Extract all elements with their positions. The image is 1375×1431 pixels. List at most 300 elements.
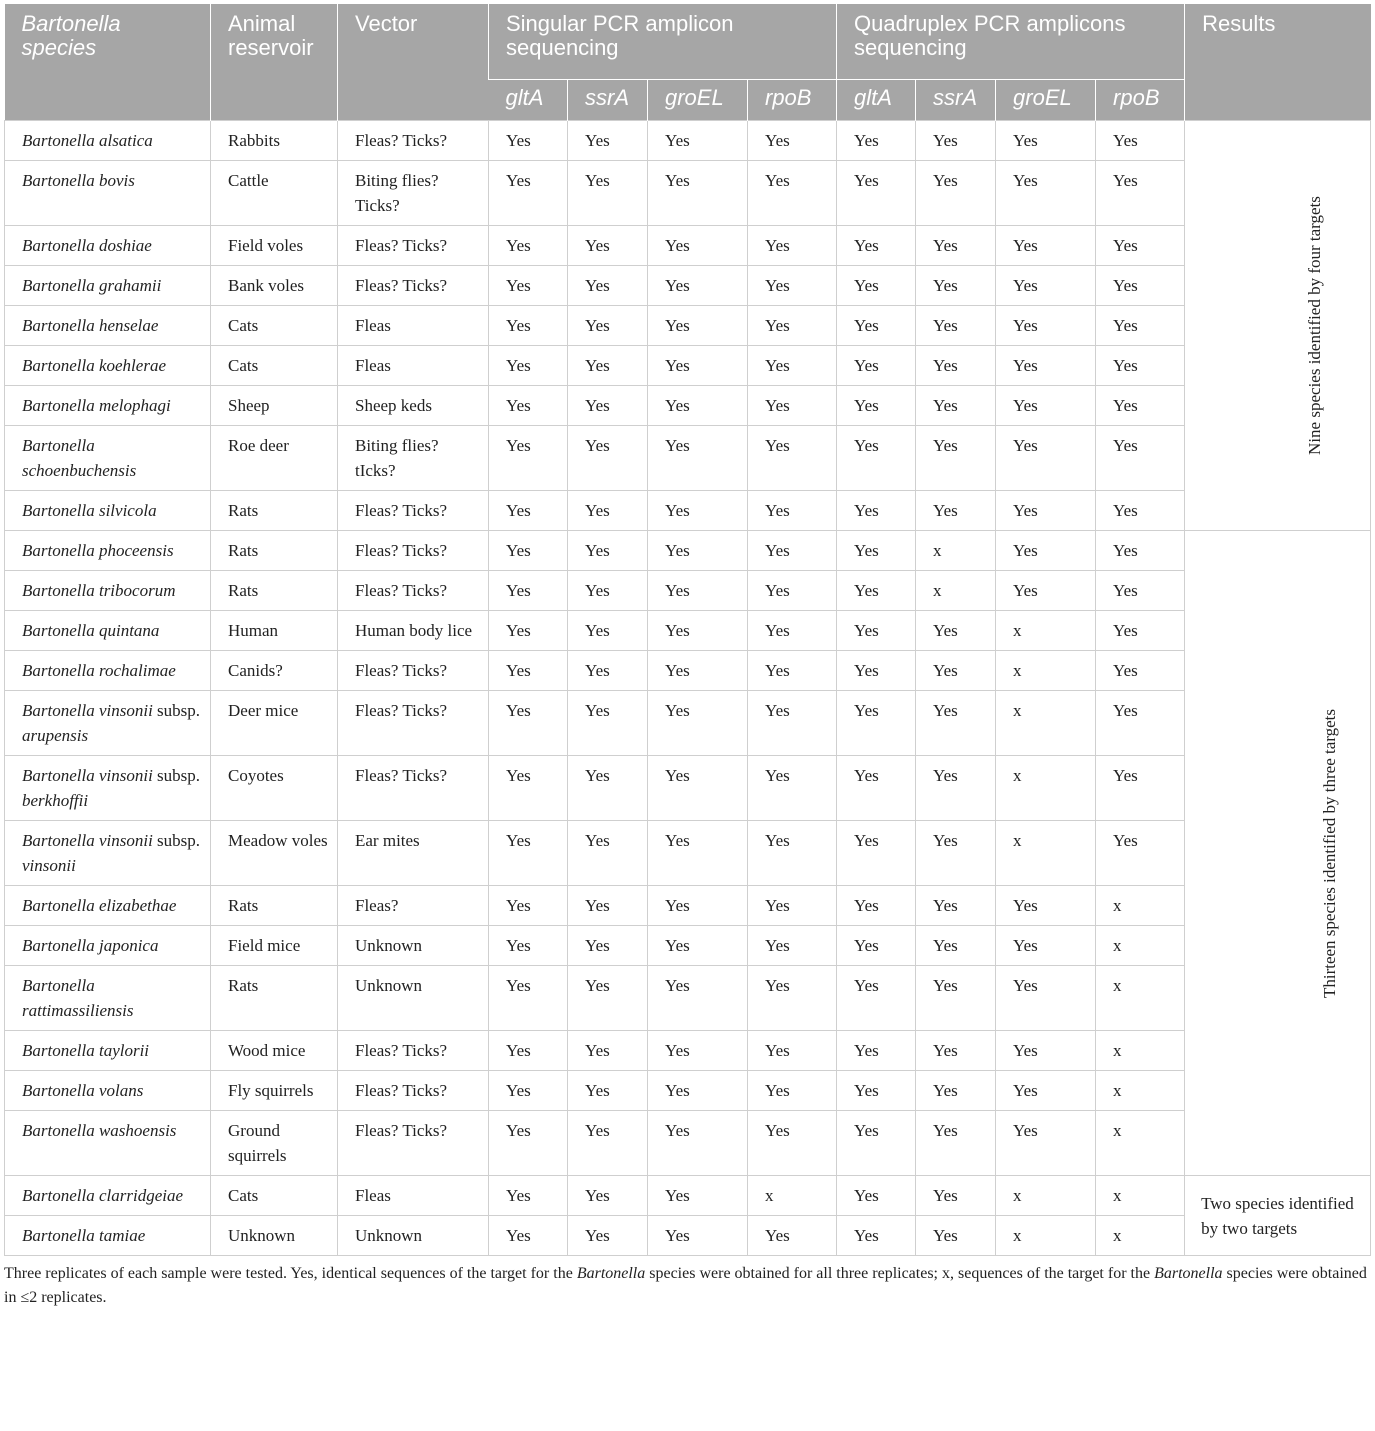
result-value-cell: Yes [916, 691, 996, 756]
reservoir-cell: Unknown [211, 1216, 338, 1256]
reservoir-cell: Canids? [211, 651, 338, 691]
result-value-cell: Yes [568, 571, 648, 611]
result-value-cell: Yes [648, 346, 748, 386]
result-value-cell: Yes [748, 926, 837, 966]
reservoir-cell: Roe deer [211, 426, 338, 491]
table-row [5, 226, 1371, 266]
table-row [5, 571, 1371, 611]
header-quadruplex-pcr: Quadruplex PCR amplicons sequencing [837, 4, 1185, 80]
species-name: Bartonella vinsonii [22, 831, 153, 850]
reservoir-cell: Rats [211, 491, 338, 531]
result-value-cell: Yes [1096, 491, 1185, 531]
result-value-cell: Yes [748, 1216, 837, 1256]
result-value-cell: Yes [916, 821, 996, 886]
vector-cell: Fleas? Ticks? [338, 531, 489, 571]
species-name: Bartonella koehlerae [22, 356, 166, 375]
reservoir-cell: Coyotes [211, 756, 338, 821]
table-row [5, 691, 1371, 756]
species-cell [5, 756, 211, 821]
species-name: Bartonella bovis [22, 171, 135, 190]
result-value-cell: x [916, 571, 996, 611]
result-value-cell: Yes [568, 1031, 648, 1071]
result-value-cell: Yes [648, 531, 748, 571]
result-value-cell: Yes [489, 651, 568, 691]
result-value-cell: Yes [916, 1176, 996, 1216]
result-value-cell: Yes [489, 266, 568, 306]
result-value-cell: Yes [837, 926, 916, 966]
result-value-cell: Yes [648, 1176, 748, 1216]
result-value-cell: Yes [648, 226, 748, 266]
result-value-cell: Yes [837, 691, 916, 756]
result-value-cell: Yes [996, 886, 1096, 926]
table-row [5, 1031, 1371, 1071]
result-value-cell: Yes [1096, 651, 1185, 691]
result-value-cell: Yes [648, 821, 748, 886]
result-value-cell: Yes [996, 1031, 1096, 1071]
reservoir-cell: Deer mice [211, 691, 338, 756]
result-value-cell: Yes [837, 226, 916, 266]
footnote-text: species were obtained in ≤2 replicates. [4, 1265, 1367, 1306]
species-name: Bartonella tamiae [22, 1226, 146, 1245]
species-name: Bartonella vinsonii [22, 701, 153, 720]
species-name: Bartonella washoensis [22, 1121, 177, 1140]
vector-cell: Fleas? Ticks? [338, 756, 489, 821]
result-value-cell: x [1096, 1176, 1185, 1216]
header-vector: Vector [338, 4, 489, 121]
result-value-cell: Yes [648, 926, 748, 966]
result-value-cell: Yes [996, 1111, 1096, 1176]
species-name: Bartonella taylorii [22, 1041, 150, 1060]
result-value-cell: Yes [916, 426, 996, 491]
result-value-cell: Yes [748, 1071, 837, 1111]
species-name: Bartonella melophagi [22, 396, 171, 415]
vector-cell: Fleas? Ticks? [338, 1071, 489, 1111]
vector-cell: Human body lice [338, 611, 489, 651]
species-name: Bartonella clarridgeiae [22, 1186, 184, 1205]
reservoir-cell: Cats [211, 306, 338, 346]
result-value-cell: Yes [837, 886, 916, 926]
result-value-cell: Yes [916, 161, 996, 226]
result-value-cell: Yes [916, 756, 996, 821]
result-value-cell: Yes [489, 161, 568, 226]
result-value-cell: Yes [1096, 306, 1185, 346]
result-value-cell: Yes [648, 691, 748, 756]
species-table [4, 4, 1371, 1256]
result-value-cell: Yes [748, 651, 837, 691]
result-value-cell: Yes [996, 346, 1096, 386]
result-value-cell: Yes [489, 491, 568, 531]
result-value-cell: Yes [748, 161, 837, 226]
result-value-cell: Yes [837, 386, 916, 426]
result-value-cell: Yes [568, 926, 648, 966]
result-value-cell: Yes [648, 491, 748, 531]
result-value-cell: Yes [568, 966, 648, 1031]
result-value-cell: Yes [996, 531, 1096, 571]
result-value-cell: Yes [837, 821, 916, 886]
species-name: Bartonella tribocorum [22, 581, 176, 600]
table-row [5, 306, 1371, 346]
result-value-cell: Yes [489, 756, 568, 821]
result-value-cell: Yes [648, 426, 748, 491]
species-name: Bartonella quintana [22, 621, 160, 640]
result-value-cell: Yes [489, 386, 568, 426]
result-value-cell: Yes [916, 1071, 996, 1111]
reservoir-cell: Rats [211, 531, 338, 571]
table-row [5, 266, 1371, 306]
subsp-label: subsp. [157, 766, 201, 785]
result-value-cell: x [996, 821, 1096, 886]
result-value-cell: Yes [837, 966, 916, 1031]
result-value-cell: Yes [996, 121, 1096, 161]
result-value-cell: Yes [648, 886, 748, 926]
result-value-cell: Yes [837, 1111, 916, 1176]
result-value-cell: Yes [748, 821, 837, 886]
results-group-label: Thirteen species identified by three targets [1320, 708, 1340, 998]
subspecies-name: berkhoffii [22, 791, 89, 810]
result-value-cell: Yes [568, 756, 648, 821]
result-value-cell: Yes [837, 161, 916, 226]
table-row [5, 531, 1371, 571]
result-value-cell: Yes [568, 1176, 648, 1216]
vector-cell: Fleas? Ticks? [338, 121, 489, 161]
vector-cell: Fleas [338, 1176, 489, 1216]
result-value-cell: Yes [996, 571, 1096, 611]
result-value-cell: Yes [996, 386, 1096, 426]
species-cell [5, 306, 211, 346]
result-value-cell: Yes [648, 1216, 748, 1256]
result-value-cell: Yes [748, 226, 837, 266]
result-value-cell: x [1096, 1031, 1185, 1071]
result-value-cell: Yes [489, 306, 568, 346]
result-value-cell: Yes [916, 886, 996, 926]
result-value-cell: Yes [748, 611, 837, 651]
vector-cell: Fleas [338, 306, 489, 346]
result-value-cell: Yes [748, 691, 837, 756]
result-value-cell: Yes [489, 926, 568, 966]
result-value-cell: Yes [748, 886, 837, 926]
result-value-cell: Yes [568, 1216, 648, 1256]
species-cell [5, 1216, 211, 1256]
result-value-cell: Yes [748, 426, 837, 491]
footnote-genus: Bartonella [1154, 1265, 1223, 1282]
result-value-cell: Yes [996, 491, 1096, 531]
table-footnote [4, 1262, 1370, 1310]
result-value-cell: Yes [1096, 346, 1185, 386]
result-value-cell: Yes [748, 571, 837, 611]
result-value-cell: Yes [568, 691, 648, 756]
result-value-cell: Yes [1096, 691, 1185, 756]
result-value-cell: Yes [916, 386, 996, 426]
results-group-cell [1185, 121, 1371, 531]
species-cell [5, 651, 211, 691]
reservoir-cell: Rats [211, 886, 338, 926]
subsp-label: subsp. [157, 701, 201, 720]
species-cell [5, 426, 211, 491]
species-cell [5, 1071, 211, 1111]
vector-cell: Sheep keds [338, 386, 489, 426]
result-value-cell: Yes [837, 1176, 916, 1216]
reservoir-cell: Field voles [211, 226, 338, 266]
result-value-cell: Yes [489, 821, 568, 886]
result-value-cell: Yes [916, 611, 996, 651]
reservoir-cell: Cattle [211, 161, 338, 226]
result-value-cell: Yes [568, 266, 648, 306]
reservoir-cell: Wood mice [211, 1031, 338, 1071]
header-target: groEL [996, 80, 1096, 121]
result-value-cell: Yes [568, 886, 648, 926]
result-value-cell: Yes [837, 426, 916, 491]
result-value-cell: Yes [837, 266, 916, 306]
result-value-cell: Yes [748, 386, 837, 426]
reservoir-cell: Bank voles [211, 266, 338, 306]
result-value-cell: x [996, 611, 1096, 651]
reservoir-cell: Rabbits [211, 121, 338, 161]
table-row [5, 1176, 1371, 1216]
vector-cell: Fleas? Ticks? [338, 1031, 489, 1071]
species-cell [5, 611, 211, 651]
result-value-cell: Yes [568, 386, 648, 426]
result-value-cell: Yes [916, 1111, 996, 1176]
result-value-cell: Yes [748, 266, 837, 306]
table-row [5, 121, 1371, 161]
result-value-cell: Yes [1096, 821, 1185, 886]
result-value-cell: Yes [1096, 531, 1185, 571]
result-value-cell: Yes [568, 611, 648, 651]
result-value-cell: Yes [837, 531, 916, 571]
species-name: Bartonella grahamii [22, 276, 162, 295]
result-value-cell: Yes [916, 926, 996, 966]
vector-cell: Biting flies? tIcks? [338, 426, 489, 491]
vector-cell: Biting flies? Ticks? [338, 161, 489, 226]
header-singular-pcr: Singular PCR amplicon sequencing [489, 4, 837, 80]
result-value-cell: Yes [489, 571, 568, 611]
result-value-cell: Yes [1096, 226, 1185, 266]
vector-cell: Fleas? Ticks? [338, 491, 489, 531]
result-value-cell: x [996, 1216, 1096, 1256]
header-target: ssrA [916, 80, 996, 121]
vector-cell: Unknown [338, 926, 489, 966]
result-value-cell: Yes [489, 1071, 568, 1111]
reservoir-cell: Cats [211, 346, 338, 386]
reservoir-cell: Human [211, 611, 338, 651]
result-value-cell: Yes [996, 266, 1096, 306]
reservoir-cell: Sheep [211, 386, 338, 426]
result-value-cell: Yes [996, 161, 1096, 226]
header-results: Results [1185, 4, 1371, 121]
table-row [5, 1071, 1371, 1111]
result-value-cell: Yes [748, 531, 837, 571]
result-value-cell: Yes [996, 966, 1096, 1031]
table-body [5, 121, 1371, 1256]
result-value-cell: Yes [916, 121, 996, 161]
result-value-cell: Yes [916, 651, 996, 691]
table-row [5, 651, 1371, 691]
result-value-cell: Yes [568, 226, 648, 266]
result-value-cell: Yes [748, 306, 837, 346]
result-value-cell: Yes [648, 266, 748, 306]
species-cell [5, 691, 211, 756]
result-value-cell: Yes [1096, 611, 1185, 651]
subspecies-name: vinsonii [22, 856, 76, 875]
result-value-cell: Yes [648, 651, 748, 691]
result-value-cell: Yes [1096, 266, 1185, 306]
subsp-label: subsp. [157, 831, 201, 850]
species-name: Bartonella vinsonii [22, 766, 153, 785]
result-value-cell: Yes [489, 1176, 568, 1216]
table-row [5, 821, 1371, 886]
species-cell [5, 531, 211, 571]
header-target: gltA [837, 80, 916, 121]
vector-cell: Fleas? Ticks? [338, 1111, 489, 1176]
result-value-cell: Yes [996, 426, 1096, 491]
species-cell [5, 266, 211, 306]
result-value-cell: Yes [568, 306, 648, 346]
table-row [5, 426, 1371, 491]
species-cell [5, 966, 211, 1031]
result-value-cell: Yes [748, 346, 837, 386]
result-value-cell: Yes [648, 966, 748, 1031]
result-value-cell: Yes [489, 121, 568, 161]
result-value-cell: Yes [837, 306, 916, 346]
result-value-cell: Yes [1096, 161, 1185, 226]
result-value-cell: x [996, 756, 1096, 821]
reservoir-cell: Field mice [211, 926, 338, 966]
vector-cell: Fleas? Ticks? [338, 571, 489, 611]
result-value-cell: Yes [489, 1031, 568, 1071]
result-value-cell: Yes [916, 306, 996, 346]
result-value-cell: Yes [648, 161, 748, 226]
species-cell [5, 1176, 211, 1216]
species-name: Bartonella volans [22, 1081, 144, 1100]
species-name: Bartonella alsatica [22, 131, 153, 150]
result-value-cell: Yes [489, 966, 568, 1031]
result-value-cell: Yes [568, 161, 648, 226]
species-name: Bartonella silvicola [22, 501, 157, 520]
result-value-cell: Yes [837, 1031, 916, 1071]
result-value-cell: Yes [648, 756, 748, 821]
result-value-cell: Yes [837, 346, 916, 386]
species-cell [5, 346, 211, 386]
species-name: Bartonella doshiae [22, 236, 152, 255]
result-value-cell: Yes [837, 1216, 916, 1256]
result-value-cell: Yes [489, 1216, 568, 1256]
result-value-cell: x [1096, 1216, 1185, 1256]
result-value-cell: Yes [568, 426, 648, 491]
species-cell [5, 821, 211, 886]
vector-cell: Ear mites [338, 821, 489, 886]
result-value-cell: Yes [568, 1071, 648, 1111]
result-value-cell: Yes [489, 346, 568, 386]
result-value-cell: x [996, 651, 1096, 691]
table-row [5, 346, 1371, 386]
result-value-cell: Yes [1096, 571, 1185, 611]
species-name: Bartonella phoceensis [22, 541, 174, 560]
reservoir-cell: Rats [211, 571, 338, 611]
table-row [5, 1111, 1371, 1176]
result-value-cell: Yes [489, 226, 568, 266]
species-cell [5, 1031, 211, 1071]
result-value-cell: Yes [568, 491, 648, 531]
subspecies-name: arupensis [22, 726, 89, 745]
result-value-cell: Yes [916, 226, 996, 266]
result-value-cell: Yes [837, 756, 916, 821]
result-value-cell: x [1096, 1071, 1185, 1111]
result-value-cell: Yes [916, 966, 996, 1031]
result-value-cell: Yes [568, 531, 648, 571]
result-value-cell: Yes [748, 756, 837, 821]
result-value-cell: Yes [568, 821, 648, 886]
results-group-cell: Two species identified by two targets [1185, 1176, 1371, 1256]
result-value-cell: Yes [489, 1111, 568, 1176]
result-value-cell: Yes [996, 306, 1096, 346]
result-value-cell: Yes [568, 1111, 648, 1176]
result-value-cell: Yes [648, 306, 748, 346]
species-name: Bartonella schoenbuchensis [22, 436, 137, 480]
result-value-cell: x [996, 1176, 1096, 1216]
result-value-cell: Yes [648, 611, 748, 651]
table-row [5, 1216, 1371, 1256]
result-value-cell: x [1096, 926, 1185, 966]
table-row [5, 886, 1371, 926]
footnote-text: species were obtained for all three replicates; x, sequences of the target for the [645, 1265, 1155, 1282]
result-value-cell: Yes [568, 346, 648, 386]
species-cell [5, 1111, 211, 1176]
reservoir-cell: Rats [211, 966, 338, 1031]
result-value-cell: Yes [1096, 756, 1185, 821]
vector-cell: Fleas? Ticks? [338, 226, 489, 266]
result-value-cell: Yes [648, 1111, 748, 1176]
header-target: ssrA [568, 80, 648, 121]
table-row [5, 966, 1371, 1031]
species-name: Bartonella rattimassiliensis [22, 976, 134, 1020]
result-value-cell: Yes [916, 346, 996, 386]
species-cell [5, 571, 211, 611]
header-species: Bartonella species [5, 4, 211, 121]
table-row [5, 161, 1371, 226]
table-row [5, 386, 1371, 426]
result-value-cell: x [1096, 1111, 1185, 1176]
result-value-cell: Yes [489, 691, 568, 756]
result-value-cell: Yes [648, 1071, 748, 1111]
result-value-cell: x [1096, 886, 1185, 926]
header-target: groEL [648, 80, 748, 121]
result-value-cell: Yes [648, 1031, 748, 1071]
result-value-cell: x [916, 531, 996, 571]
reservoir-cell: Cats [211, 1176, 338, 1216]
species-cell [5, 121, 211, 161]
result-value-cell: Yes [489, 886, 568, 926]
species-name: Bartonella japonica [22, 936, 159, 955]
result-value-cell: Yes [916, 1216, 996, 1256]
result-value-cell: Yes [916, 491, 996, 531]
result-value-cell: Yes [489, 531, 568, 571]
reservoir-cell: Ground squirrels [211, 1111, 338, 1176]
result-value-cell: Yes [996, 226, 1096, 266]
header-target: rpoB [748, 80, 837, 121]
vector-cell: Fleas? Ticks? [338, 651, 489, 691]
result-value-cell: Yes [837, 651, 916, 691]
table-row [5, 611, 1371, 651]
result-value-cell: x [748, 1176, 837, 1216]
vector-cell: Unknown [338, 966, 489, 1031]
result-value-cell: Yes [837, 1071, 916, 1111]
result-value-cell: Yes [489, 426, 568, 491]
vector-cell: Fleas? Ticks? [338, 266, 489, 306]
header-target: rpoB [1096, 80, 1185, 121]
species-name: Bartonella rochalimae [22, 661, 176, 680]
result-value-cell: x [996, 691, 1096, 756]
species-cell [5, 491, 211, 531]
